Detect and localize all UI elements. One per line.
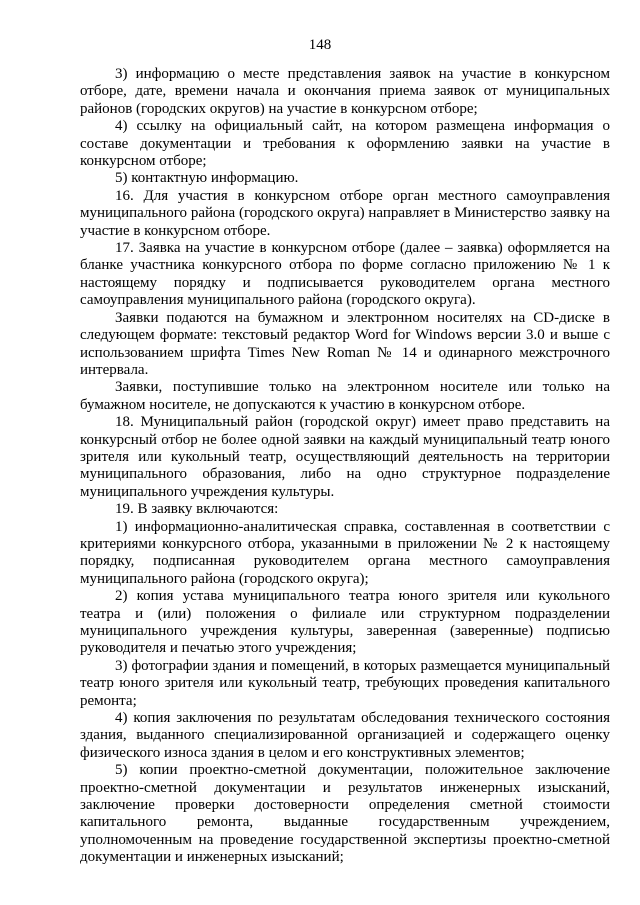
paragraph-submission-restriction: Заявки, поступившие только на электронном носителе или только на бумажном носителе, не допускаются к участию в конкурсном отборе.: [80, 379, 610, 413]
paragraph-clause-19: 19. В заявку включаются:: [115, 501, 279, 518]
paragraph-clause-17: 17. Заявка на участие в конкурсном отборе (далее – заявка) оформляется на бланке участника конкурсного отбора по форме согласно приложению № 1 к настоящему порядку и подписывается руководителем органа местного самоуправления муниципального района (городского округа).: [80, 240, 610, 309]
paragraph-item-4-inspection-report: 4) копия заключения по результатам обследования технического состояния здания, выданного специализированной организацией и содержащего оценку физического износа здания в целом и его конструктивных элементов;: [80, 710, 610, 761]
paragraph-clause-16: 16. Для участия в конкурсном отборе орган местного самоуправления муниципального района (городского округа) направляет в Министерство заявку на участие в конкурсном отборе.: [80, 187, 610, 239]
paragraph-item-5-contact-info: 5) контактную информацию.: [115, 170, 299, 187]
paragraph-item-3-venue-info: 3) информацию о месте представления заявок на участие в конкурсном отборе, дате, времени начала и окончания приема заявок от муниципальных районов (городских округов) на участие в конкурсном отборе;: [80, 66, 610, 117]
paragraph-item-1-analytical-report: 1) информационно-аналитическая справка, составленная в соответствии с критериями конкурсного отбора, указанными в приложении № 2 к настоящему порядку, подписанная руководителем органа местного самоуправления муниципального района (городского округа);: [80, 518, 610, 587]
paragraph-item-3-photographs: 3) фотографии здания и помещений, в которых размещается муниципальный театр юного зрителя или кукольный театр, требующих проведения капитального ремонта;: [80, 657, 610, 709]
paragraph-item-4-website-link: 4) ссылку на официальный сайт, на котором размещена информация о составе документации и требования к оформлению заявки на участие в конкурсном отборе;: [80, 118, 610, 170]
paragraph-item-2-charter-copy: 2) копия устава муниципального театра юного зрителя или кукольного театра и (или) положения о филиале или структурном подразделении муниципального учреждения культуры, заверенная (заверенные) подписью руководителя и печатью этого учреждения;: [80, 588, 610, 657]
paragraph-submission-format: Заявки подаются на бумажном и электронном носителях на CD-диске в следующем формате: текстовый редактор Word for Windows версии 3.0 и выше с использованием шрифта Times New Roman № 14 и одинарного межстрочного интервала.: [80, 309, 610, 378]
page-number: 148: [308, 37, 332, 53]
paragraph-clause-18: 18. Муниципальный район (городской округ) имеет право представить на конкурсный отбор не более одной заявки на каждый муниципальный театр юного зрителя или кукольный театр, осуществляющий деятельность на территории муниципального образования, либо на одно структурное подразделение муниципального учреждения культуры.: [80, 414, 610, 500]
document-body: [80, 66, 610, 867]
paragraph-item-5-design-documentation: 5) копии проектно-сметной документации, положительное заключение проектно-сметной документации и результатов инженерных изысканий, заключение проверки достоверности определения сметной стоимости капитального ремонта, выданные государственным учреждением, уполномоченным на проведение государственной экспертизы проектно-сметной документации и инженерных изысканий;: [80, 762, 610, 866]
